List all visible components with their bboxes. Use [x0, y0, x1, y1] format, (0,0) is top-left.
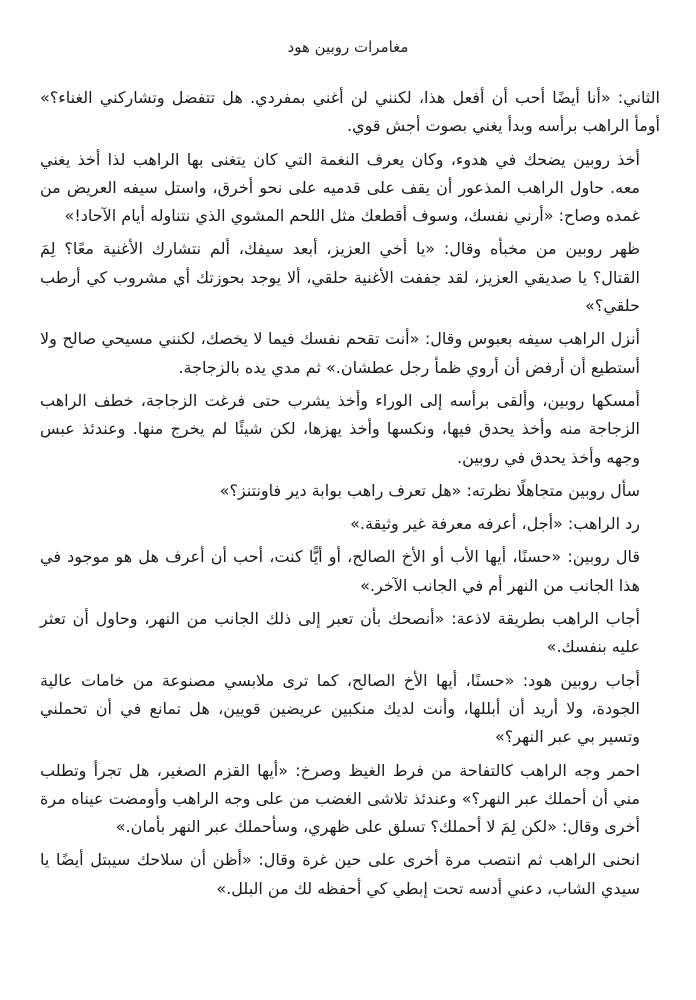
paragraph: رد الراهب: «أجل، أعرفه معرفة غير وثيقة.» [350, 514, 640, 534]
paragraph: سأل روبين متجاهلًا نظرته: «هل تعرف راهب بوابة دير فاونتنز؟» [219, 480, 640, 500]
paragraph: أجاب روبين هود: «حسنًا، أيها الأخ الصالح، كما ترى ملابسي مصنوعة من خامات عالية الجودة، ولا أريد أن أبللها، وأنت لديك منكبين عريضين قويين، هل تمانع في أن تحملني وتسير بي عبر النهر؟» [40, 670, 640, 747]
paragraph: انحنى الراهب ثم انتصب مرة أخرى على حين غرة وقال: «أظن أن سلاحك سيبتل أيضًا يا سيدي الشاب، دعني أدسه تحت إبطي كي أحفظه لك من البلل.» [40, 850, 640, 898]
paragraph: أخذ روبين يضحك في هدوء، وكان يعرف النغمة التي كان يتغنى بها الراهب لذا أخذ يغني معه. حاول الراهب المذعور أن يقف على قدميه على نحو أخرق، واستل سيفه العريض من غمده وصاح: «أرني نفسك، وسوف أقطعك مثل اللحم المشوي الذي نتناوله أيام الآحاد!» [40, 149, 640, 226]
paragraph: أجاب الراهب بطريقة لاذعة: «أنصحك بأن تعبر إلى ذلك الجانب من النهر، وحاول أن تعثر عليه بنفسك.» [40, 609, 640, 657]
paragraph: ظهر روبين من مخبأه وقال: «يا أخي العزيز، أبعد سيفك، ألم نتشارك الأغنية معًا؟ لِمَ القتال؟ يا صديقي العزيز، لقد جففت الأغنية حلقي، ألا يوجد بحوزتك أي مشروب كي أرطب حلقي؟» [40, 239, 640, 316]
paragraph: الثاني: «أنا أيضًا أحب أن أفعل هذا، لكنني لن أغني بمفردي. هل تتفضل وتشاركني الغناء؟» أومأ الراهب برأسه وبدأ يغني بصوت أجش قوي. [40, 88, 660, 136]
paragraph: احمر وجه الراهب كالتفاحة من فرط الغيظ وصرخ: «أيها القزم الصغير، هل تجرأ وتطلب مني أن أحملك عبر النهر؟» وعندئذ تلاشى الغضب من على وجه الراهب وأومضت عيناه مرة أخرى وقال: «لكن لِمَ لا أحملك؟ تسلق على ظهري، وسأحملك عبر النهر بأمان.» [40, 760, 640, 837]
running-header-title: مغامرات روبين هود [287, 38, 409, 56]
paragraph: أنزل الراهب سيفه بعبوس وقال: «أنت تقحم نفسك فيما لا يخصك، لكنني مسيحي صالح ولا أستطيع أن أرفض أن أروي ظمأ رجل عطشان.» ثم مدي يده بالزجاجة. [40, 329, 640, 377]
paragraph: أمسكها روبين، وألقى برأسه إلى الوراء وأخذ يشرب حتى فرغت الزجاجة، خطف الراهب الزجاجة منه وأخذ يحدق فيها، ونكسها وأخذ يهزها، لكن شيئًا لم يخرج منها. وعندئذ عبس وجهه وأخذ يحدق في روبين. [40, 390, 640, 467]
paragraph: قال روبين: «حسنًا، أيها الأب أو الأخ الصالح، أو أيًّا كنت، أحب أن أعرف هل هو موجود في هذا الجانب من النهر أم في الجانب الآخر.» [40, 547, 640, 595]
body-text [40, 84, 660, 908]
